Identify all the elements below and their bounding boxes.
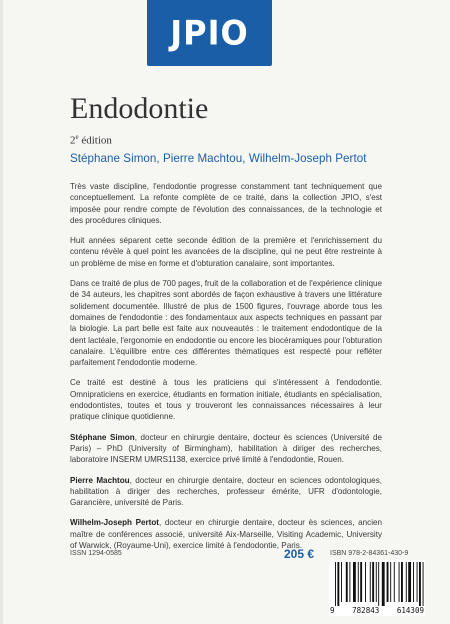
- barcode-bar: [417, 562, 418, 602]
- barcode-digit-group: 614309: [396, 606, 424, 615]
- barcode-bar: [346, 562, 348, 602]
- barcode-bar: [335, 562, 336, 606]
- barcode-bar: [419, 562, 421, 606]
- edition-number: 2: [70, 134, 76, 147]
- barcode-digit-group: 9: [330, 606, 335, 615]
- cover-edge: [0, 0, 3, 624]
- barcode-digits: [329, 606, 425, 616]
- description-paragraph-3: Dans ce traité de plus de 700 pages, fruit de la collaboration et de l'expérience clinique de 34 auteurs, les chapitres sont abordés de façon exhaustive à travers une littérature solidement documentée. Illustré de plus de 1500 figures, l'ouvrage aborde tous les domaines de l'endodontie : des fondamentaux aux aspects techniques en passant par la biologie. La part belle est faite aux nouveautés : le traitement endodontique de la dent lactéale, l'ergonomie en endodontie ou encore les biocéramiques pour l'obturation canalaire. L'équilibre entre ces différentes thématiques est respecté pour refléter parfaitement l'endodontie moderne.: [70, 279, 382, 368]
- barcode-bar: [341, 562, 342, 602]
- barcode-bar: [423, 562, 424, 606]
- price-label: 205 €: [284, 547, 315, 561]
- jpio-logo: [147, 0, 272, 66]
- authors-line: Stéphane Simon, Pierre Machtou, Wilhelm-Joseph Pertot: [70, 152, 367, 165]
- barcode-digit-group: 782843: [352, 606, 380, 615]
- author-bio-name: Wilhelm-Joseph Pertot: [70, 518, 160, 528]
- barcode-bar: [353, 562, 356, 602]
- barcode-bar: [390, 562, 391, 602]
- barcode-bar: [399, 562, 400, 602]
- barcode-bar: [413, 562, 414, 602]
- barcode-bar: [378, 562, 379, 606]
- author-bio-simon: [70, 432, 382, 466]
- author-bio-text: , docteur en chirurgie dentaire, docteur ès sciences (Université de Paris) – PhD (University of Birmingham), habilitation à diriger des recherches, laboratoire INSERM UMRS1138, exercice privé limité à l'endodontie, Rouen.: [70, 432, 382, 465]
- author-bio-text: , docteur en chirurgie dentaire, docteur en sciences odontologiques, habilitation à diriger des recherches, professeur émérite, UFR d'odontologie, Garancière, université de Paris.: [70, 475, 382, 508]
- description-body: [70, 181, 382, 560]
- barcode-bar: [365, 562, 366, 602]
- barcode-bar: [370, 562, 371, 602]
- barcode-bar: [408, 562, 411, 602]
- author-bio-machtou: [70, 475, 382, 509]
- description-paragraph-4: Ce traité est destiné à tous les praticiens qui s'intéressent à l'endodontie. Omnipraticiens en exercice, étudiants en formation initiale, étudiants en spécialisation, endodontistes, toutes et tous y trouveront les connaissances nécessaires à leur pratique clinique quotidienne.: [70, 378, 382, 422]
- barcode: [329, 560, 425, 616]
- barcode-bar: [337, 562, 339, 606]
- edition-suffix: e: [75, 133, 79, 141]
- barcode-bars: [329, 560, 425, 606]
- barcode-bar: [387, 562, 389, 602]
- barcode-bar: [349, 562, 350, 602]
- author-bio-name: Stéphane Simon: [70, 432, 135, 442]
- description-paragraph-2: Huit années séparent cette seconde édition de la première et l'enrichissement du contenu révèle à quel point les avancées de la discipline, qui ne peut être restreinte à un problème de mise en forme et d'obturation canalaire, sont importantes.: [70, 236, 382, 268]
- barcode-bar: [406, 562, 407, 602]
- barcode-bar: [394, 562, 395, 602]
- description-paragraph-1: Très vaste discipline, l'endodontie progresse constamment tant techniquement que conceptuellement. La refonte complète de ce traité, dans la collection JPIO, s'est imposée pour rendre compte de l'évolution des connaissances, de la technologie et des procédures cliniques.: [70, 182, 382, 225]
- logo-text: JPIO: [170, 13, 249, 53]
- barcode-bar: [358, 562, 359, 602]
- author-bio-pertot: [70, 517, 382, 551]
- edition-label: [70, 133, 112, 147]
- author-bio-name: Pierre Machtou: [70, 475, 130, 485]
- barcode-bar: [376, 562, 377, 602]
- barcode-bar: [401, 562, 403, 602]
- barcode-bar: [360, 562, 362, 602]
- barcode-bar: [382, 562, 385, 606]
- isbn-label: ISBN 978-2-84361-430-9: [330, 550, 409, 557]
- book-title: Endodontie: [70, 92, 209, 125]
- edition-rest: édition: [78, 134, 112, 147]
- issn-label: ISSN 1294-0585: [70, 550, 122, 557]
- author-bio-text: , docteur en chirurgie dentaire, docteur ès sciences, ancien maître de conférences associé, université Aix-Marseille, Visiting Academic, University of Warwick, (Royaume-Uni), exercice limité à l'endodontie, Paris.: [70, 518, 382, 551]
- barcode-bar: [372, 562, 374, 602]
